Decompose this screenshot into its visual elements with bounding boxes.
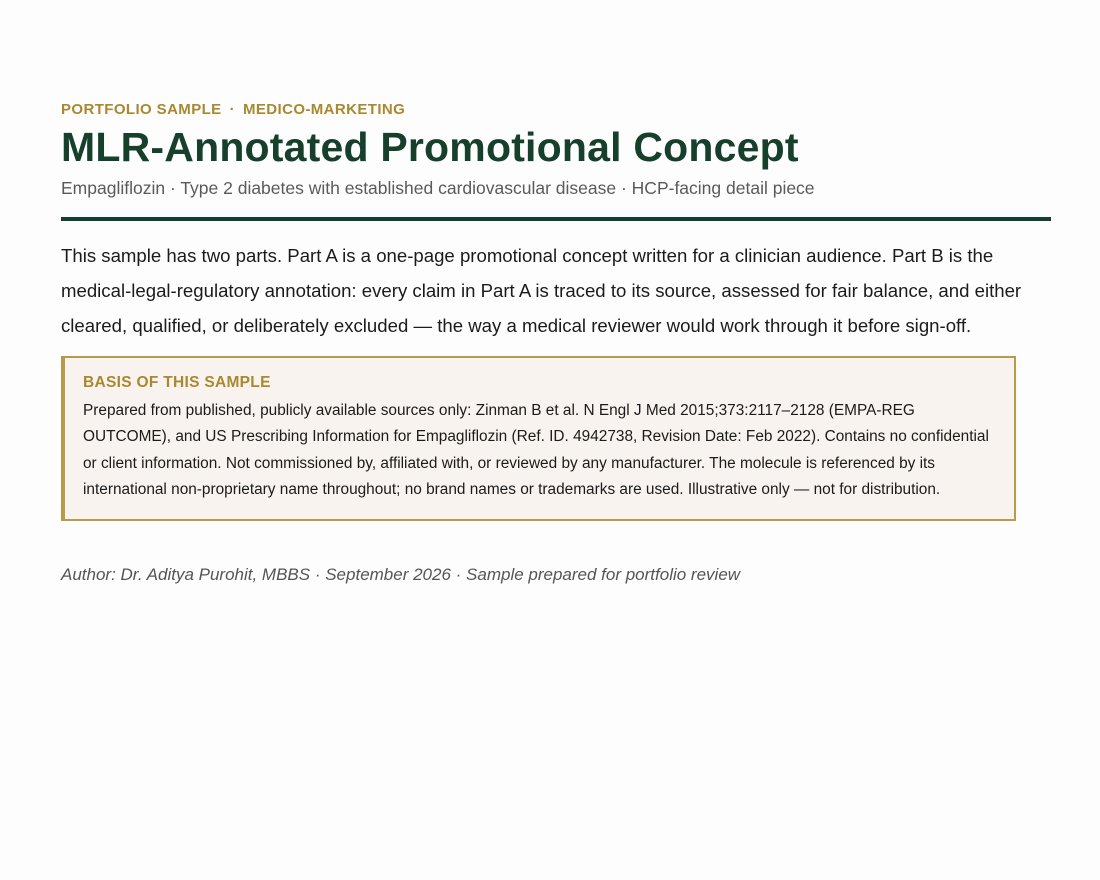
author-line: Author: Dr. Aditya Purohit, MBBS · September 2026 · Sample prepared for portfolio review [61, 565, 741, 585]
basis-body-text: Prepared from published, publicly available sources only: Zinman B et al. N Engl J Med 2015;373:2117–2128 (EMPA-REG OUTCOME), and US Prescribing Information for Empagliflozin (Ref. ID. 4942738, Revision Date: Feb 2022). Contains no confidential or client information. Not commissioned by, affiliated with, or reviewed by any manufacturer. The molecule is referenced by its international non-proprietary name throughout; no brand names or trademarks are used. Illustrative only — not for distribution. [83, 402, 989, 498]
basis-heading: BASIS OF THIS SAMPLE [83, 374, 271, 391]
eyebrow-category: PORTFOLIO SAMPLE [61, 101, 222, 118]
page-title: MLR-Annotated Promotional Concept [61, 124, 799, 170]
eyebrow-separator: · [229, 101, 235, 118]
basis-callout-box [61, 356, 1016, 521]
eyebrow-label [61, 100, 1051, 120]
header-divider [61, 217, 1051, 221]
eyebrow-subcategory: MEDICO-MARKETING [242, 101, 406, 118]
intro-paragraph: This sample has two parts. Part A is a one-page promotional concept written for a clinician audience. Part B is the medical-legal-regulatory annotation: every claim in Part A is traced to its source, assessed for fair balance, and either cleared, qualified, or deliberately excluded — the way a medical reviewer would work through it before sign-off. [61, 245, 1022, 336]
page-subtitle: Empagliflozin · Type 2 diabetes with established cardiovascular disease · HCP-facing detail piece [61, 178, 815, 198]
